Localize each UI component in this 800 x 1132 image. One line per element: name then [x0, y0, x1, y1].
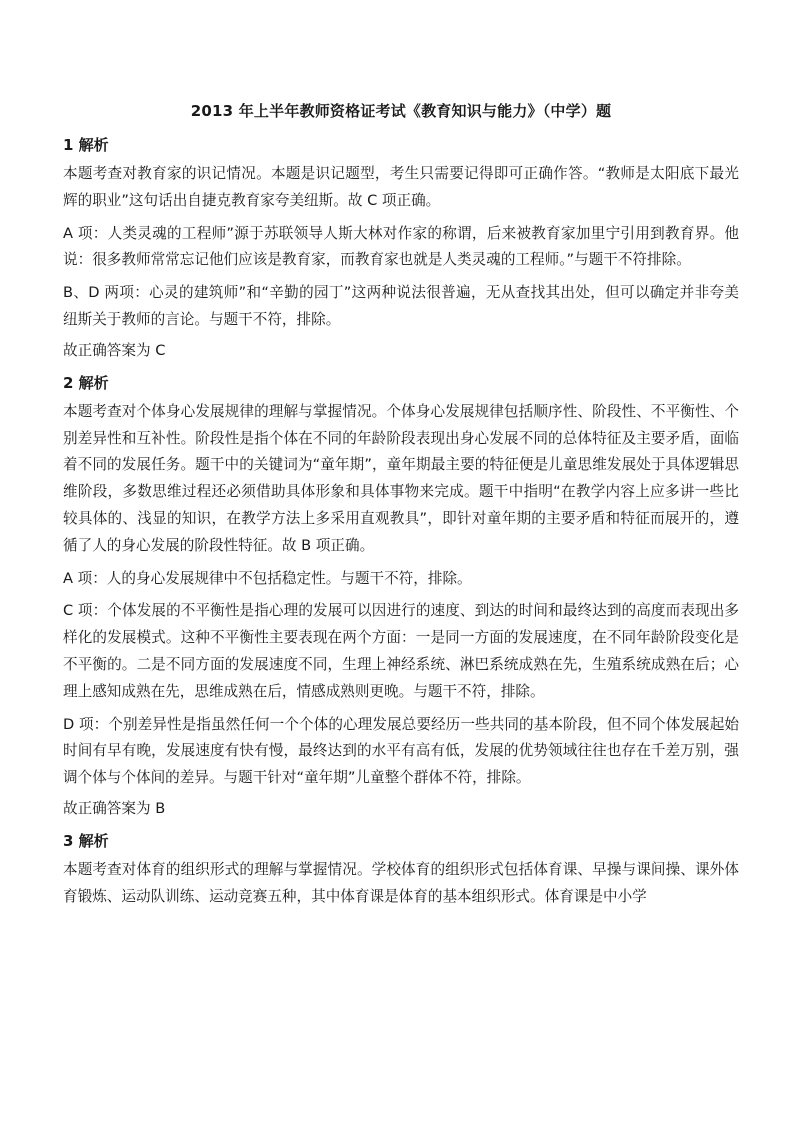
section-heading: 3 解析	[63, 831, 109, 850]
section-heading: 2 解析	[63, 373, 109, 392]
section-1	[63, 134, 739, 362]
section-2	[63, 372, 739, 820]
paragraph: B、D 两项：心灵的建筑师”和“辛勤的园丁”这两种说法很普遍，无从查找其出处，但可以确定并非夸美纽斯关于教师的言论。与题干不符，排除。	[63, 284, 739, 328]
paragraph: 本题考查对个体身心发展规律的理解与掌握情况。个体身心发展规律包括顺序性、阶段性、不平衡性、个别差异性和互补性。阶段性是指个体在不同的年龄阶段表现出身心发展不同的总体特征及主要矛盾，面临着不同的发展任务。题干中的关键词为“童年期”，童年期最主要的特征便是儿童思维发展处于具体逻辑思维阶段，多数思维过程还必须借助具体形象和具体事物来完成。题干中指明“在教学内容上应多讲一些比较具体的、浅显的知识，在教学方法上多采用直观教具”，即针对童年期的主要矛盾和特征而展开的，遵循了人的身心发展的阶段性特征。故 B 项正确。	[63, 402, 739, 554]
document-page	[63, 100, 739, 917]
paragraph: A 项：人类灵魂的工程师”源于苏联领导人斯大林对作家的称谓，后来被教育家加里宁引用到教育界。他说：很多教师常常忘记他们应该是教育家，而教育家也就是人类灵魂的工程师。”与题干不符排除。	[63, 224, 739, 269]
answer-line: 故正确答案为 B	[63, 799, 166, 817]
paragraph: C 项：个体发展的不平衡性是指心理的发展可以因进行的速度、到达的时间和最终达到的高度而表现出多样化的发展模式。这种不平衡性主要表现在两个方面：一是同一方面的发展速度，在不同年龄阶段变化是不平衡的。二是不同方面的发展速度不同，生理上神经系统、淋巴系统成熟在先，生殖系统成熟在后；心理上感知成熟在先，思维成熟在后，情感成熟则更晚。与题干不符，排除。	[63, 602, 739, 700]
section-heading: 1 解析	[63, 136, 109, 154]
paragraph: A 项：人的身心发展规律中不包括稳定性。与题干不符，排除。	[63, 569, 472, 587]
section-3	[63, 830, 739, 911]
paragraph: 本题考查对教育家的识记情况。本题是识记题型，考生只需要记得即可正确作答。“教师是太阳底下最光辉的职业”这句话出自捷克教育家夸美纽斯。故 C 项正确。	[63, 165, 739, 209]
paragraph: D 项：个别差异性是指虽然任何一个个体的心理发展总要经历一些共同的基本阶段，但不同个体发展起始时间有早有晚，发展速度有快有慢，最终达到的水平有高有低，发展的优势领域往往也存在千差万别，强调个体与个体间的差异。与题干针对“童年期”儿童整个群体不符，排除。	[63, 715, 739, 787]
paragraph: 本题考查对体育的组织形式的理解与掌握情况。学校体育的组织形式包括体育课、早操与课间操、课外体育锻炼、运动队训练、运动竞赛五种，其中体育课是体育的基本组织形式。体育课是中小学	[63, 860, 739, 905]
document-title: 2013 年上半年教师资格证考试《教育知识与能力》（中学）题	[190, 102, 612, 120]
answer-line: 故正确答案为 C	[63, 341, 166, 359]
